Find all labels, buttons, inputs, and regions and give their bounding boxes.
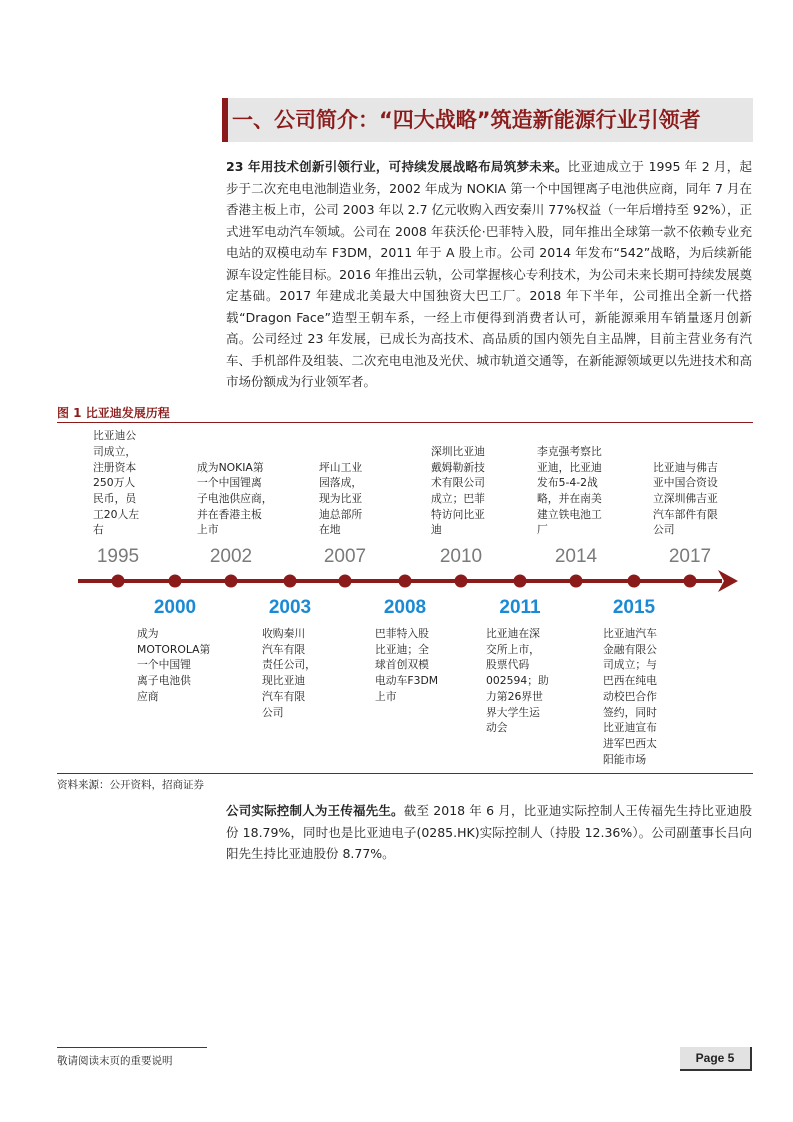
event-text-line: 成为 <box>137 627 159 640</box>
event-text-line: 特访问比亚 <box>431 507 485 521</box>
timeline-event-top <box>197 460 273 539</box>
event-text-line: 建立铁电池工 <box>537 507 602 521</box>
event-text-line: 比亚迪宣布 <box>603 721 657 735</box>
event-text-line: 李克强考察比 <box>537 444 602 458</box>
event-text-line: 司成立， <box>93 444 137 458</box>
event-text-line: 公司 <box>653 523 675 537</box>
event-text-line: 术有限公司 <box>431 476 485 490</box>
timeline-marker <box>570 575 583 588</box>
event-text-line: 比亚迪；全 <box>375 642 429 656</box>
timeline-year-bottom: 2011 <box>499 597 541 618</box>
timeline-event-top <box>537 444 602 538</box>
timeline-marker <box>284 575 297 588</box>
event-text-line: 在地 <box>319 523 341 537</box>
event-text-line: 股票代码 <box>486 658 530 672</box>
controller-lead: 公司实际控制人为王传福先生。 <box>226 803 404 818</box>
timeline-event-top <box>431 444 485 538</box>
event-text-line: 比亚迪公 <box>93 429 137 443</box>
section-title: 一、公司简介：“四大战略”筑造新能源行业引领者 <box>232 108 701 132</box>
event-text-line: 深圳比亚迪 <box>431 444 485 458</box>
event-text-line: 金融有限公 <box>603 642 657 656</box>
event-text-line: 子电池供应商， <box>197 491 273 505</box>
event-text-line: 园落成， <box>319 476 363 490</box>
timeline-event-top <box>319 460 362 539</box>
intro-body: 比亚迪成立于 1995 年 2 月，起步于二次充电电池制造业务，2002 年成为 NOKIA 第一个中国锂离子电池供应商，同年 7 月在香港主板上市，公司 2003 年以 2.7 亿元收购入西安秦川 77%权益（一年后增持至 92%），正式进军电动汽车领域。公司在 2008 年获沃伦·巴菲特入股，同年推出全球第一款不依赖专业充电站的双模电动车 F3DM，2011 年于 A 股上市。公司 2014 年发布“542”战略，为后续新能源车设定性能目标。2016 年推出云轨，公司掌握核心专利技术，为公司未来长期可持续发展奠定基础。2017 年建成北美最大中国独资大巴工厂。2018 年下半年，公司推出全新一代搭载“Dragon Face”造型王朝车系，一经上市便得到消费者认可，新能源乘用车销量逐月创新高。公司经过 23 年发展，已成长为高技术、高品质的国内领先自主品牌，目前主营业务有汽车、手机部件及组装、二次充电电池及光伏、城市轨道交通等，在新能源领域更以先进技术和高市场份额成为行业领军者。 <box>226 159 752 389</box>
event-text-line: 进军巴西太 <box>603 736 657 750</box>
event-text-line: 并在香港主板 <box>197 507 262 521</box>
event-text-line: 戴姆勒新技 <box>431 460 485 474</box>
event-text-line: 一个中国锂 <box>137 658 191 672</box>
intro-lead: 23 年用技术创新引领行业，可持续发展战略布局筑梦未来。 <box>226 159 568 174</box>
event-text-line: 责任公司， <box>262 658 316 672</box>
event-text-line: 工20人左 <box>93 507 140 521</box>
timeline-year-top: 2002 <box>209 546 253 567</box>
event-text-line: 002594；助 <box>486 674 549 688</box>
timeline-year-bottom: 2000 <box>153 597 197 618</box>
timeline-marker <box>225 575 238 588</box>
timeline-marker <box>628 575 641 588</box>
event-text-line: 成立；巴菲 <box>431 491 485 505</box>
event-text-line: 现为比亚 <box>319 491 363 505</box>
event-text-line: 巴菲特入股 <box>375 627 429 640</box>
timeline-marker <box>339 575 352 588</box>
event-text-line: 力第26界世 <box>486 689 543 703</box>
event-text-line: 比亚迪在深 <box>486 627 540 640</box>
timeline-marker <box>169 575 182 588</box>
event-text-line: 亚中国合资设 <box>653 476 718 490</box>
timeline-year-bottom: 2015 <box>612 597 656 618</box>
timeline-year-bottom: 2003 <box>268 597 312 618</box>
event-text-line: 上市 <box>375 689 397 703</box>
controller-paragraph <box>226 800 752 865</box>
event-text-line: 汽车有限 <box>262 642 306 656</box>
event-text-line: MOTOROLA第 <box>137 642 211 656</box>
event-text-line: 界大学生运 <box>486 705 540 719</box>
timeline-event-bottom <box>603 626 657 767</box>
event-text-line: 250万人 <box>93 476 136 490</box>
event-text-line: 球首创双模 <box>375 658 429 672</box>
event-text-line: 成为NOKIA第 <box>197 460 264 474</box>
timeline-marker <box>112 575 125 588</box>
controller-body: 截至 2018 年 6 月，比亚迪实际控制人王传福先生持比亚迪股份 18.79%，同时也是比亚迪电子(0285.HK)实际控制人（持股 12.36%）。公司副董事长吕向阳先生持比亚迪股份 8.77%。 <box>226 803 752 861</box>
event-text-line: 电动车F3DM <box>375 674 439 688</box>
event-text-line: 略，并在南美 <box>537 491 602 505</box>
timeline-year-top: 2017 <box>668 546 712 567</box>
timeline-year-top: 2007 <box>323 546 367 567</box>
event-text-line: 一个中国锂离 <box>197 476 262 490</box>
event-text-line: 厂 <box>537 523 548 537</box>
timeline-marker <box>455 575 468 588</box>
event-text-line: 发布5-4-2战 <box>537 476 598 490</box>
event-text-line: 迪总部所 <box>319 507 363 521</box>
timeline-event-bottom <box>375 626 438 705</box>
timeline-event-top <box>93 428 139 538</box>
event-text-line: 比亚迪汽车 <box>603 627 657 640</box>
timeline-marker <box>514 575 527 588</box>
timeline-event-top <box>653 460 718 539</box>
timeline-event-bottom <box>262 626 316 720</box>
event-text-line: 亚迪，比亚迪 <box>537 460 602 474</box>
page-number: Page 5 <box>680 1047 752 1071</box>
event-text-line: 交所上市， <box>486 642 540 656</box>
figure-title: 图 1 比亚迪发展历程 <box>57 406 170 420</box>
event-text-line: 公司 <box>262 705 284 719</box>
event-text-line: 右 <box>93 523 104 537</box>
event-text-line: 汽车有限 <box>262 689 306 703</box>
event-text-line: 比亚迪与佛吉 <box>653 460 718 474</box>
event-text-line: 立深圳佛吉亚 <box>653 491 718 505</box>
event-text-line: 收购秦川 <box>262 627 306 640</box>
event-text-line: 上市 <box>197 523 219 537</box>
event-text-line: 动会 <box>486 721 508 735</box>
event-text-line: 应商 <box>137 689 159 703</box>
event-text-line: 动校巴合作 <box>603 689 657 703</box>
event-text-line: 现比亚迪 <box>262 674 306 688</box>
figure-bottom-rule <box>57 773 753 774</box>
timeline-year-bottom: 2008 <box>383 597 427 618</box>
timeline-year-top: 1995 <box>96 546 140 567</box>
timeline-event-bottom <box>486 626 549 736</box>
timeline-year-top: 2014 <box>554 546 598 567</box>
timeline-year-top: 2010 <box>439 546 483 567</box>
event-text-line: 民币，员 <box>93 491 137 505</box>
timeline-marker <box>399 575 412 588</box>
timeline-marker <box>684 575 697 588</box>
event-text-line: 注册资本 <box>93 460 137 474</box>
event-text-line: 签约，同时 <box>603 705 657 719</box>
event-text-line: 阳能市场 <box>603 752 647 766</box>
figure-source: 资料来源：公开资料，招商证券 <box>57 779 204 791</box>
timeline-event-bottom <box>137 626 210 705</box>
event-text-line: 迪 <box>431 523 442 537</box>
event-text-line: 汽车部件有限 <box>653 507 718 521</box>
footer-rule <box>57 1047 207 1048</box>
event-text-line: 司成立；与 <box>603 658 657 672</box>
event-text-line: 离子电池供 <box>137 674 191 688</box>
event-text-line: 巴西在纯电 <box>603 674 657 688</box>
event-text-line: 坪山工业 <box>319 460 363 474</box>
footer-notice: 敬请阅读末页的重要说明 <box>57 1055 173 1067</box>
